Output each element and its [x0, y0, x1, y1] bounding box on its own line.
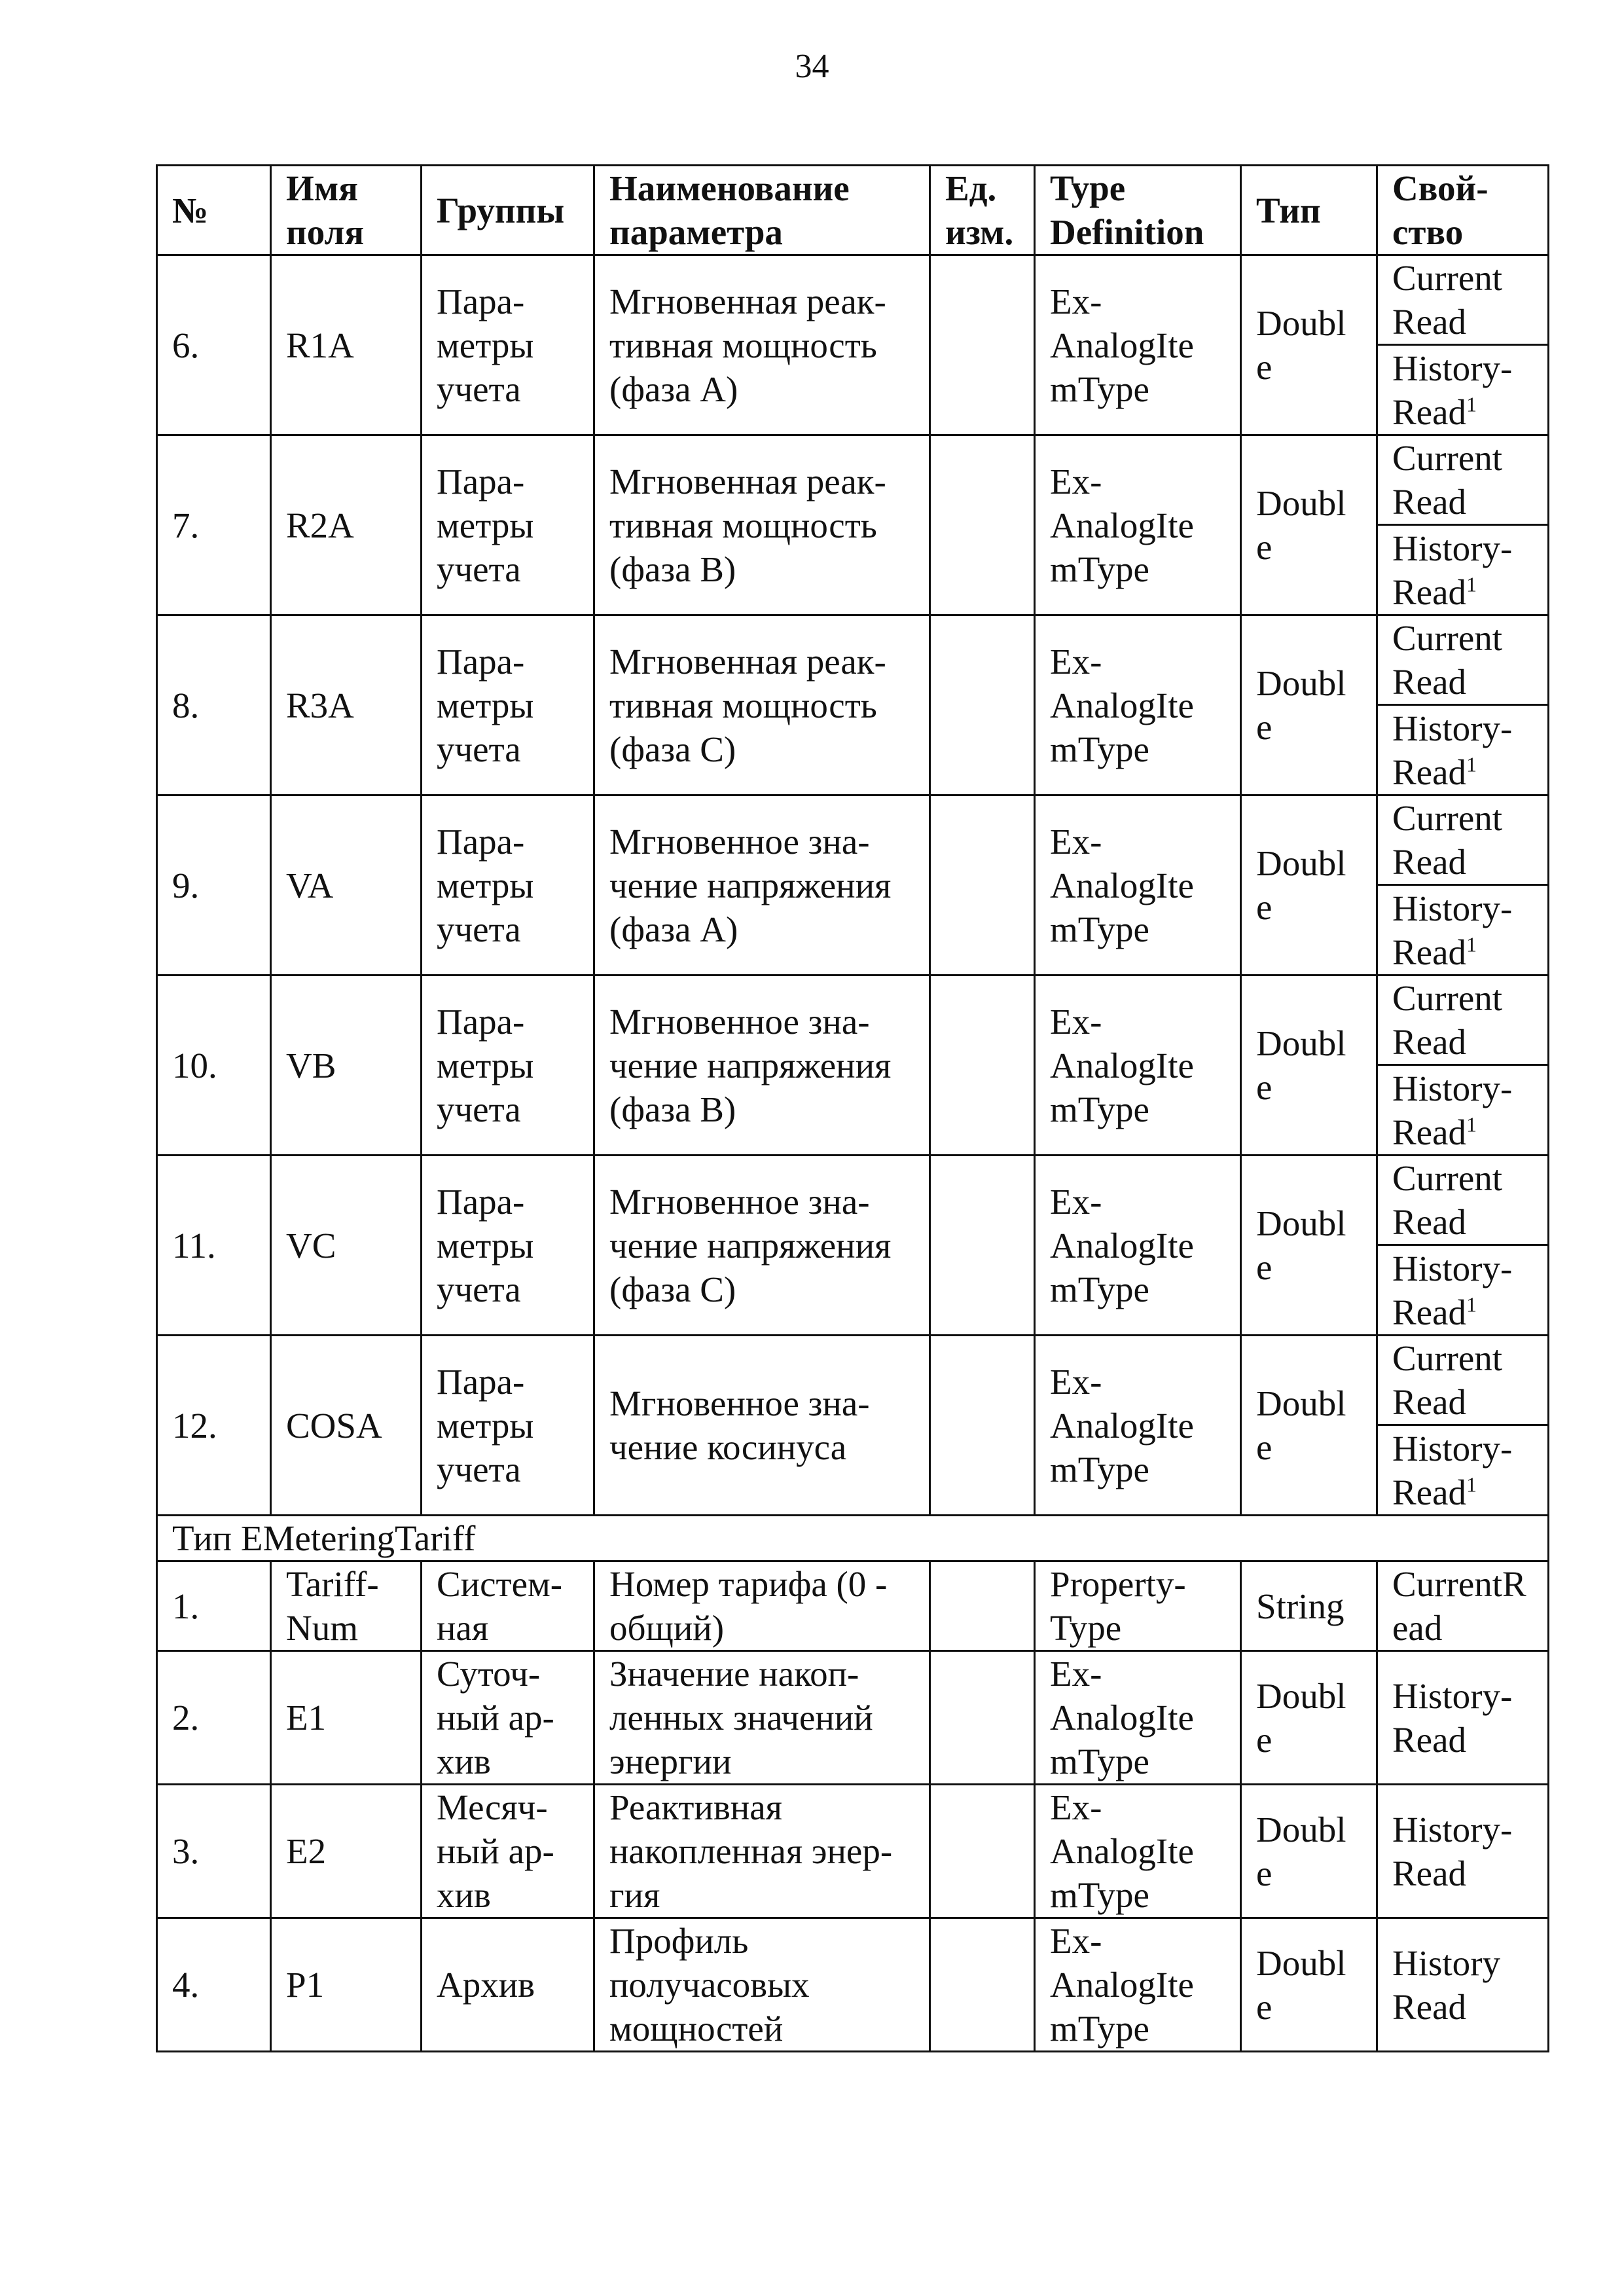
- field-name: E1: [271, 1651, 422, 1785]
- parameters-table: [156, 164, 1549, 2052]
- row-number: 9.: [157, 795, 271, 975]
- parameter-name: Мгновенное зна- чение косинуса: [594, 1336, 930, 1516]
- property-split: [1378, 436, 1547, 614]
- property-cell: [1377, 975, 1549, 1156]
- unit: [930, 795, 1035, 975]
- property-current-read: Current Read: [1378, 796, 1547, 885]
- property-history-read-text: History- Read: [1392, 708, 1513, 792]
- property-split: [1378, 256, 1547, 434]
- parameter-name: Мгновенная реак- тивная мощность (фаза A): [594, 255, 930, 435]
- property-split: [1378, 976, 1547, 1154]
- parameter-name: Мгновенное зна- чение напряжения (фаза B): [594, 975, 930, 1156]
- field-name: E2: [271, 1785, 422, 1918]
- property-split: [1378, 796, 1547, 974]
- data-type: Doubl e: [1241, 1336, 1377, 1516]
- property-history-read: [1378, 345, 1547, 435]
- property-current-read: Current Read: [1378, 436, 1547, 525]
- property-history-read: [1378, 1425, 1547, 1515]
- field-name: R3A: [271, 615, 422, 795]
- property-split: [1378, 616, 1547, 794]
- unit: [930, 435, 1035, 615]
- row-number: 6.: [157, 255, 271, 435]
- property-history-read: [1378, 885, 1547, 975]
- footnote-marker: 1: [1466, 752, 1477, 776]
- footnote-marker: 1: [1466, 1112, 1477, 1137]
- property-history-read-text: History- Read: [1392, 348, 1513, 432]
- data-type: Doubl e: [1241, 435, 1377, 615]
- unit: [930, 255, 1035, 435]
- group: Пара- метры учета: [422, 975, 594, 1156]
- header-type-definition: Type Definition: [1035, 166, 1241, 255]
- row-number: 4.: [157, 1918, 271, 2052]
- field-name: R1A: [271, 255, 422, 435]
- table-row: [157, 1918, 1549, 2052]
- table-row: [157, 795, 1549, 975]
- data-type: Doubl e: [1241, 1785, 1377, 1918]
- table-row: [157, 975, 1549, 1156]
- data-type: Doubl e: [1241, 795, 1377, 975]
- section-title: Тип EMeteringTariff: [157, 1516, 1549, 1561]
- property-split: [1378, 1156, 1547, 1334]
- table-row: [157, 255, 1549, 435]
- group: Суточ- ный ар- хив: [422, 1651, 594, 1785]
- property-history-read: [1378, 1065, 1547, 1155]
- property-current-read: Current Read: [1378, 1156, 1547, 1245]
- type-definition: Ex- AnalogIte mType: [1035, 435, 1241, 615]
- property-current-read: Current Read: [1378, 1336, 1547, 1425]
- table-row: [157, 1561, 1549, 1651]
- parameter-name: Мгновенное зна- чение напряжения (фаза C): [594, 1156, 930, 1336]
- property-cell: [1377, 1336, 1549, 1516]
- row-number: 2.: [157, 1651, 271, 1785]
- table-row: [157, 1651, 1549, 1785]
- parameter-name: Значение накоп- ленных значений энергии: [594, 1651, 930, 1785]
- property-split: [1378, 1336, 1547, 1514]
- property-current-read: Current Read: [1378, 256, 1547, 345]
- table-row: [157, 435, 1549, 615]
- property-history-read-text: History- Read: [1392, 1428, 1513, 1512]
- group: Пара- метры учета: [422, 1336, 594, 1516]
- property: History- Read: [1377, 1785, 1549, 1918]
- header-num: №: [157, 166, 271, 255]
- type-definition: Ex- AnalogIte mType: [1035, 1651, 1241, 1785]
- property-history-read: [1378, 525, 1547, 615]
- header-field-name: Имя поля: [271, 166, 422, 255]
- property-cell: [1377, 615, 1549, 795]
- type-definition: Ex- AnalogIte mType: [1035, 975, 1241, 1156]
- row-number: 1.: [157, 1561, 271, 1651]
- group: Пара- метры учета: [422, 255, 594, 435]
- data-type: Doubl e: [1241, 615, 1377, 795]
- field-name: VA: [271, 795, 422, 975]
- unit: [930, 1785, 1035, 1918]
- type-definition: Property- Type: [1035, 1561, 1241, 1651]
- group: Архив: [422, 1918, 594, 2052]
- unit: [930, 1156, 1035, 1336]
- table-row: [157, 1336, 1549, 1516]
- header-property: Свой- ство: [1377, 166, 1549, 255]
- row-number: 12.: [157, 1336, 271, 1516]
- property-cell: [1377, 1156, 1549, 1336]
- type-definition: Ex- AnalogIte mType: [1035, 1156, 1241, 1336]
- parameter-name: Номер тарифа (0 - общий): [594, 1561, 930, 1651]
- field-name: P1: [271, 1918, 422, 2052]
- parameter-name: Мгновенная реак- тивная мощность (фаза B): [594, 435, 930, 615]
- footnote-marker: 1: [1466, 932, 1477, 957]
- group: Пара- метры учета: [422, 615, 594, 795]
- type-definition: Ex- AnalogIte mType: [1035, 1918, 1241, 2052]
- field-name: VB: [271, 975, 422, 1156]
- table-row: [157, 1156, 1549, 1336]
- field-name: COSA: [271, 1336, 422, 1516]
- group: Пара- метры учета: [422, 795, 594, 975]
- parameter-name: Мгновенная реак- тивная мощность (фаза C): [594, 615, 930, 795]
- property-current-read: Current Read: [1378, 616, 1547, 705]
- data-type: String: [1241, 1561, 1377, 1651]
- table-row: [157, 1785, 1549, 1918]
- page-number: 34: [795, 48, 829, 85]
- property-history-read: [1378, 1245, 1547, 1335]
- unit: [930, 975, 1035, 1156]
- group: Систем- ная: [422, 1561, 594, 1651]
- unit: [930, 1336, 1035, 1516]
- row-number: 10.: [157, 975, 271, 1156]
- field-name: VC: [271, 1156, 422, 1336]
- property-current-read: Current Read: [1378, 976, 1547, 1065]
- data-type: Doubl e: [1241, 255, 1377, 435]
- footnote-marker: 1: [1466, 1472, 1477, 1497]
- unit: [930, 1918, 1035, 2052]
- type-definition: Ex- AnalogIte mType: [1035, 255, 1241, 435]
- row-number: 11.: [157, 1156, 271, 1336]
- unit: [930, 1651, 1035, 1785]
- group: Пара- метры учета: [422, 435, 594, 615]
- header-groups: Группы: [422, 166, 594, 255]
- parameter-name: Мгновенное зна- чение напряжения (фаза A): [594, 795, 930, 975]
- header-param-name: Наименование параметра: [594, 166, 930, 255]
- row-number: 3.: [157, 1785, 271, 1918]
- property-cell: [1377, 795, 1549, 975]
- property: History Read: [1377, 1918, 1549, 2052]
- footnote-marker: 1: [1466, 1292, 1477, 1317]
- section-row: [157, 1516, 1549, 1561]
- footnote-marker: 1: [1466, 572, 1477, 596]
- type-definition: Ex- AnalogIte mType: [1035, 615, 1241, 795]
- footnote-marker: 1: [1466, 392, 1477, 416]
- data-type: Doubl e: [1241, 1651, 1377, 1785]
- property: CurrentR ead: [1377, 1561, 1549, 1651]
- type-definition: Ex- AnalogIte mType: [1035, 1785, 1241, 1918]
- table-row: [157, 615, 1549, 795]
- data-type: Doubl e: [1241, 1156, 1377, 1336]
- unit: [930, 1561, 1035, 1651]
- header-unit: Ед. изм.: [930, 166, 1035, 255]
- property-history-read-text: History- Read: [1392, 528, 1513, 612]
- field-name: Tariff- Num: [271, 1561, 422, 1651]
- property-history-read-text: History- Read: [1392, 888, 1513, 972]
- type-definition: Ex- AnalogIte mType: [1035, 795, 1241, 975]
- property-cell: [1377, 255, 1549, 435]
- row-number: 8.: [157, 615, 271, 795]
- unit: [930, 615, 1035, 795]
- header-row: [157, 166, 1549, 255]
- row-number: 7.: [157, 435, 271, 615]
- group: Месяч- ный ар- хив: [422, 1785, 594, 1918]
- property-history-read-text: History- Read: [1392, 1068, 1513, 1152]
- header-type: Тип: [1241, 166, 1377, 255]
- data-type: Doubl e: [1241, 1918, 1377, 2052]
- data-type: Doubl e: [1241, 975, 1377, 1156]
- property: History- Read: [1377, 1651, 1549, 1785]
- field-name: R2A: [271, 435, 422, 615]
- property-history-read-text: History- Read: [1392, 1248, 1513, 1332]
- parameter-name: Реактивная накопленная энер- гия: [594, 1785, 930, 1918]
- parameter-name: Профиль получасовых мощностей: [594, 1918, 930, 2052]
- property-history-read: [1378, 705, 1547, 795]
- type-definition: Ex- AnalogIte mType: [1035, 1336, 1241, 1516]
- property-cell: [1377, 435, 1549, 615]
- group: Пара- метры учета: [422, 1156, 594, 1336]
